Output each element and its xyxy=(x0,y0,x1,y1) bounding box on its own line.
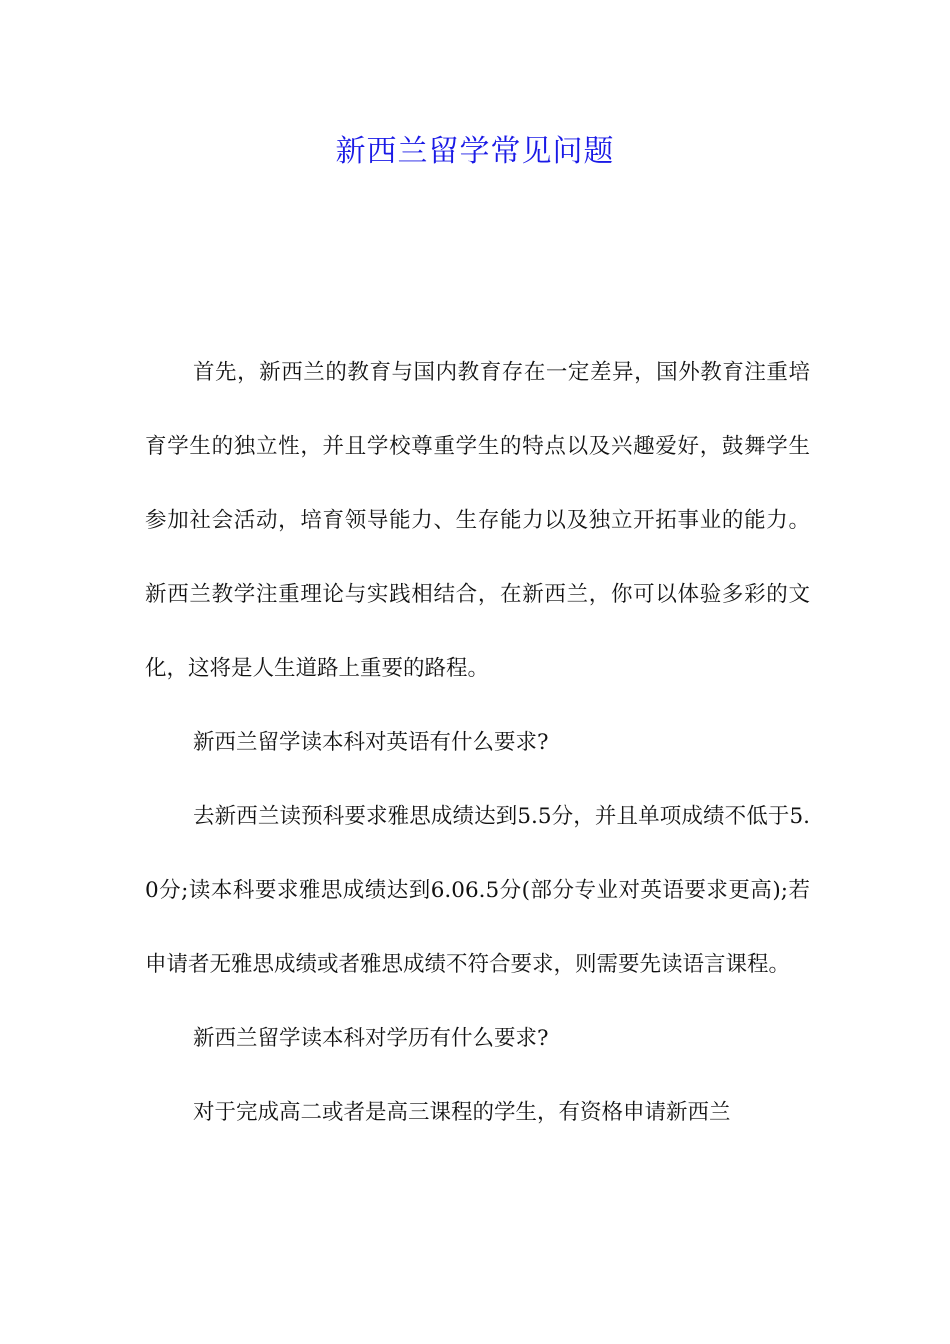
paragraph-question-english: 新西兰留学读本科对英语有什么要求? xyxy=(193,730,549,755)
document-body xyxy=(145,336,810,1150)
paragraph-question-education: 新西兰留学读本科对学历有什么要求? xyxy=(193,1026,549,1051)
paragraph-intro: 首先，新西兰的教育与国内教育存在一定差异，国外教育注重培育学生的独立性，并且学校尊重学生的特点以及兴趣爱好，鼓舞学生参加社会活动，培育领导能力、生存能力以及独立开拓事业的能力。新西兰教学注重理论与实践相结合，在新西兰，你可以体验多彩的文化，这将是人生道路上重要的路程。 xyxy=(145,360,810,681)
paragraph-english-requirements: 去新西兰读预科要求雅思成绩达到5.5分，并且单项成绩不低于5.0分;读本科要求雅思成绩达到6.06.5分(部分专业对英语要求更高);若申请者无雅思成绩或者雅思成绩不符合要求，则需要先读语言课程。 xyxy=(145,804,810,977)
paragraph-education-requirements: 对于完成高二或者是高三课程的学生，有资格申请新西兰 xyxy=(193,1100,731,1125)
document-title: 新西兰留学常见问题 xyxy=(335,134,615,169)
